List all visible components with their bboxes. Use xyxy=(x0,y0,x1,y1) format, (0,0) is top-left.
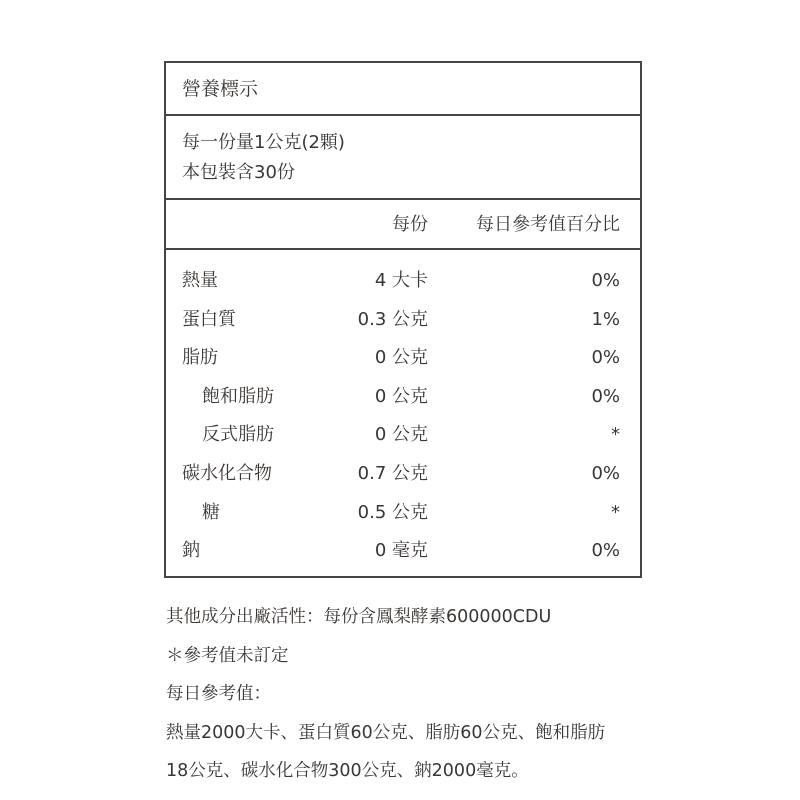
column-header xyxy=(166,200,640,250)
nutrient-row-protein xyxy=(166,301,640,340)
label-title: 營養標示 xyxy=(182,78,259,100)
nutrient-amount: 4 大卡 xyxy=(374,270,428,291)
nutrient-name: 蛋白質 xyxy=(182,308,236,330)
nutrient-name: 熱量 xyxy=(182,270,218,291)
nutrient-amount: 0 公克 xyxy=(374,347,428,369)
nutrient-name: 糖 xyxy=(202,501,220,523)
nutrient-amount: 0.7 公克 xyxy=(357,462,428,484)
label-title-section xyxy=(166,63,640,116)
other-ingredient-note: 其他成分出廠活性：每份含鳳梨酵素600000CDU xyxy=(166,607,552,627)
nutrient-amount: 0 公克 xyxy=(374,385,428,407)
nutrient-name: 飽和脂肪 xyxy=(202,385,274,407)
nutrient-amount: 0 公克 xyxy=(374,424,428,446)
daily-reference-label: 每日參考值： xyxy=(166,684,271,704)
daily-reference-line-1: 熱量2000大卡、蛋白質60公克、脂肪60公克、飽和脂肪 xyxy=(166,722,606,743)
label-notes xyxy=(166,598,666,791)
nutrient-daily-value: 0% xyxy=(591,540,620,562)
nutrition-label-panel xyxy=(164,61,642,578)
nutrient-daily-value: 0% xyxy=(591,270,620,291)
nutrient-row-calories xyxy=(166,262,640,301)
serving-section xyxy=(166,116,640,200)
nutrient-row-saturated-fat xyxy=(166,378,640,417)
header-per-serving: 每份 xyxy=(392,214,428,235)
nutrient-row-carbohydrate xyxy=(166,455,640,494)
nutrient-daily-value: 0% xyxy=(591,347,620,369)
nutrient-name: 鈉 xyxy=(182,540,200,562)
nutrient-daily-value: 0% xyxy=(591,385,620,407)
servings-per-package: 本包裝含30份 xyxy=(182,162,295,183)
nutrient-daily-value: 1% xyxy=(591,308,620,330)
nutrient-amount: 0 毫克 xyxy=(374,540,428,562)
nutrient-daily-value: * xyxy=(611,424,620,446)
header-daily-value: 每日參考值百分比 xyxy=(476,214,620,235)
serving-size: 每一份量1公克(2顆) xyxy=(182,132,345,153)
nutrient-row-fat xyxy=(166,339,640,378)
nutrient-daily-value: * xyxy=(611,501,620,523)
daily-reference-line-2: 18公克、碳水化合物300公克、鈉2000毫克。 xyxy=(166,761,529,781)
nutrient-row-sugar xyxy=(166,494,640,533)
nutrient-amount: 0.3 公克 xyxy=(357,308,428,330)
footnote-asterisk: ＊參考值未訂定 xyxy=(166,645,289,666)
nutrient-row-sodium xyxy=(166,532,640,571)
nutrient-rows xyxy=(166,250,640,571)
nutrient-name: 脂肪 xyxy=(182,347,218,369)
nutrient-row-trans-fat xyxy=(166,416,640,455)
nutrient-name: 反式脂肪 xyxy=(202,424,274,446)
nutrient-amount: 0.5 公克 xyxy=(357,501,428,523)
nutrient-daily-value: 0% xyxy=(591,462,620,484)
nutrient-name: 碳水化合物 xyxy=(182,462,272,484)
